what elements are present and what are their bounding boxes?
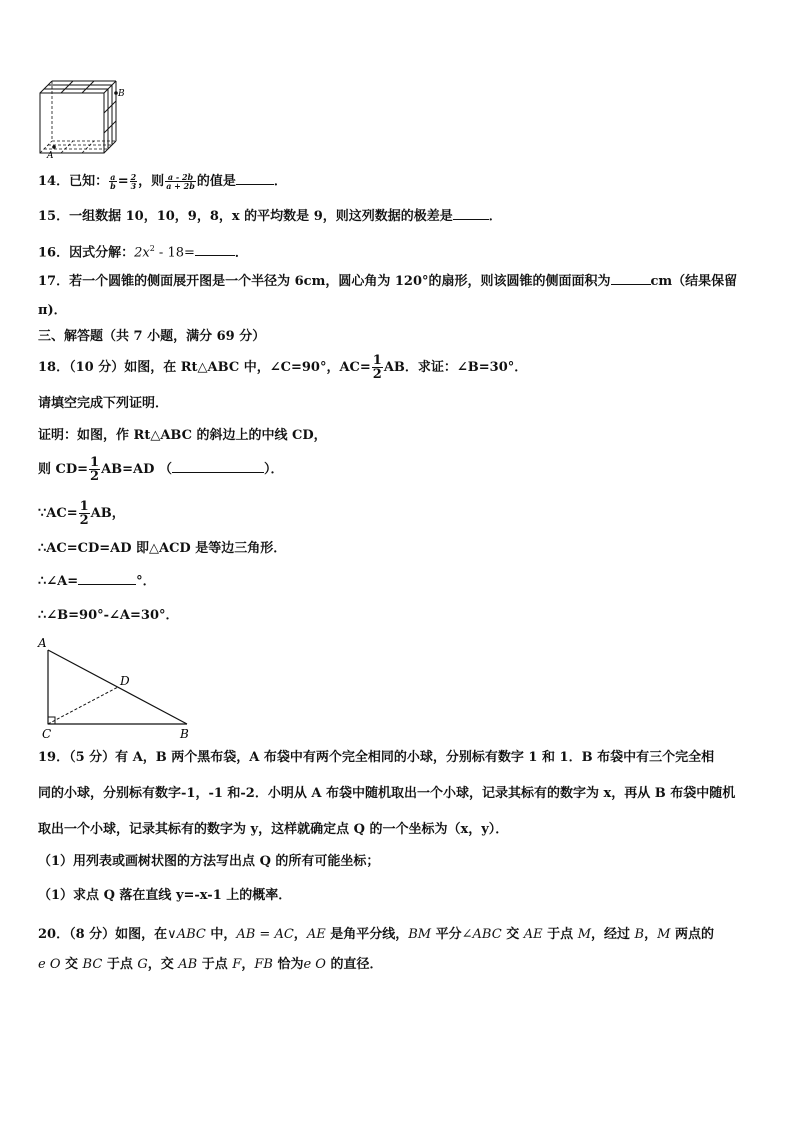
q17-unit: cm（结果保留 [650, 274, 738, 289]
cube-grid-line [104, 121, 116, 133]
q20-l2i: F [232, 957, 242, 972]
q18-line-4 [38, 456, 283, 483]
q20-l2n: 的直径． [325, 957, 383, 972]
q14-fraction-2-3 [130, 173, 138, 190]
question-15 [38, 207, 502, 226]
q20-l1n: M [577, 927, 591, 942]
q20-l2a: e O [38, 957, 61, 972]
q19-l3: 取出一个小球，记录其标有的数字为 y，这样就确定点 Q 的一个坐标为（x，y）． [38, 822, 509, 837]
q20-l1e: ， [293, 927, 307, 942]
q20-l2e: G [137, 957, 148, 972]
frac-denominator: 2 [79, 513, 89, 528]
q20-l2k: FB [254, 957, 273, 972]
q19-l4: （1）用列表或画树状图的方法写出点 Q 的所有可能坐标； [38, 854, 380, 869]
question-14 [38, 172, 287, 191]
q18-l6: ∴AC=CD=AD 即△ACD 是等边三角形． [38, 541, 287, 556]
q20-l1c: 中， [205, 927, 237, 942]
q20-l1s: 两点的 [670, 927, 714, 942]
q20-l1o: ，经过 [591, 927, 635, 942]
q20-l1d: AB = AC [236, 927, 294, 942]
q20-l2b: 交 [60, 957, 83, 972]
cube-edge [104, 141, 116, 153]
q18-l5a: ∵AC= [38, 506, 78, 521]
q14-suffix: 的值是 [196, 174, 236, 189]
q18-l7b: °． [136, 574, 156, 589]
triangle-label-b: B [180, 727, 189, 741]
frac-denominator: 3 [130, 181, 137, 191]
q14-answer-blank[interactable] [236, 172, 274, 185]
q18-l7a: ∴∠A= [38, 574, 79, 589]
q18-l3: 证明：如图，作 Rt△ABC 的斜边上的中线 CD， [38, 428, 327, 443]
q18-line-6 [38, 540, 286, 558]
q18-l2: 请填空完成下列证明． [38, 396, 169, 411]
q20-l1i: 平分 [431, 927, 462, 942]
q14-prefix: 14．已知： [38, 174, 109, 189]
q20-l2l: 恰为 [272, 957, 304, 972]
frac-denominator: a + 2b [166, 181, 195, 191]
q18-angle-blank[interactable] [78, 572, 136, 585]
q20-l1j: ∠ABC [461, 927, 502, 942]
section-3-title: 三、解答题（共 7 小题，满分 69 分） [38, 329, 266, 344]
q20-l2g: AB [178, 957, 198, 972]
frac-numerator: 1 [372, 353, 382, 368]
frac-denominator: 2 [90, 469, 100, 484]
q20-l1f: AE [306, 927, 326, 942]
q18-l5b: AB， [90, 506, 125, 521]
q14-fraction-a-b [109, 173, 117, 190]
q20-l1m: 于点 [542, 927, 578, 942]
triangle-label-a: A [38, 636, 47, 650]
q18-line-5 [38, 500, 125, 527]
frac-numerator: 2 [130, 172, 137, 182]
question-17-line-2 [38, 302, 67, 320]
cube-grid-line [104, 101, 116, 113]
frac-numerator: 1 [90, 455, 100, 470]
q17-answer-blank[interactable] [611, 272, 651, 285]
question-16 [38, 240, 248, 262]
triangle-side-ab [48, 650, 187, 724]
q19-l5: （1）求点 Q 落在直线 y=-x-1 上的概率． [38, 888, 292, 903]
q18-l4c: ）． [263, 462, 284, 477]
q15-answer-blank[interactable] [453, 207, 489, 220]
q16-answer-blank[interactable] [195, 243, 235, 256]
q19-l1: 19．（5 分）有 A，B 两个黑布袋，A 布袋中有两个完全相同的小球，分别标有数字 1 和 1．B 布袋中有三个完全相 [38, 750, 715, 765]
q20-l1k: 交 [501, 927, 524, 942]
section-3-heading [38, 328, 265, 346]
frac-denominator: b [110, 181, 116, 191]
q14-fraction-expression [165, 173, 196, 190]
cube-figure [34, 78, 134, 160]
q18-l5-fraction [79, 500, 90, 527]
q20-l2j: ， [241, 957, 255, 972]
triangle-symbol-icon: ∨ [167, 927, 177, 942]
q20-l2h: 于点 [197, 957, 233, 972]
q18-reason-blank[interactable] [172, 460, 264, 473]
triangle-figure [34, 634, 199, 744]
q19-line-2 [38, 785, 735, 803]
q18-fraction-half [372, 354, 383, 381]
q20-line-1 [38, 926, 714, 944]
cube-edge [40, 81, 52, 93]
q15-end: ． [488, 209, 502, 224]
cube-hidden-edge [82, 141, 94, 153]
q18-l4-fraction [89, 456, 100, 483]
q14-equals: = [117, 174, 129, 189]
q18-l8: ∴∠B=90°-∠A=30°． [38, 608, 179, 623]
q18-line-3 [38, 427, 327, 445]
q17-text: 17．若一个圆锥的侧面展开图是一个半径为 6cm，圆心角为 120°的扇形，则该圆锥的侧面面积为 [38, 274, 611, 289]
cube-grid-line [61, 81, 73, 93]
q20-line-2 [38, 956, 382, 974]
q20-l1b: ABC [176, 927, 206, 942]
q18-line-8 [38, 607, 179, 625]
q20-l2c: BC [82, 957, 103, 972]
q18-l4b: AB=AD （ [101, 462, 172, 477]
question-18 [38, 354, 527, 381]
q18-line-2 [38, 395, 168, 413]
q16-expression-a: 2x [134, 245, 150, 261]
frac-numerator: 1 [79, 499, 89, 514]
frac-denominator: 2 [372, 367, 382, 382]
q20-l2d: 于点 [102, 957, 138, 972]
q16-end: ． [234, 245, 248, 261]
cube-edge [104, 81, 116, 93]
q20-l1g: 是角平分线， [325, 927, 409, 942]
q17-line2: π)． [38, 303, 67, 318]
q16-prefix: 16．因式分解： [38, 245, 135, 261]
q18-head-a: 18．（10 分）如图，在 Rt△ABC 中，∠C=90°，AC= [38, 360, 371, 375]
q19-line-5 [38, 887, 291, 905]
q19-line-3 [38, 821, 508, 839]
q19-l2: 同的小球，分别标有数字-1，-1 和-2．小明从 A 布袋中随机取出一个小球，记录其标有的数字为 x，再从 B 布袋中随机 [38, 786, 736, 801]
q19-line-4 [38, 853, 379, 871]
cube-label-b: B [118, 89, 125, 99]
q15-text: 15．一组数据 10，10，9，8，x 的平均数是 9，则这列数据的极差是 [38, 209, 453, 224]
q14-end: ． [273, 174, 287, 189]
cube-hidden-edge [61, 141, 73, 153]
q20-l1l: AE [523, 927, 543, 942]
frac-numerator: a [110, 172, 116, 182]
triangle-label-d: D [120, 674, 130, 688]
q16-exponent: 2 [149, 244, 155, 253]
q19-line-1 [38, 749, 714, 767]
frac-numerator: a - 2b [165, 173, 196, 182]
q20-l1h: BM [408, 927, 432, 942]
q18-l4a: 则 CD= [38, 462, 89, 477]
point-a-dot [52, 145, 56, 149]
median-cd-dashed [48, 687, 118, 724]
q20-l2f: ，交 [147, 957, 179, 972]
q18-line-7 [38, 572, 156, 591]
q14-mid: ，则 [138, 174, 165, 189]
cube-label-a: A [47, 151, 54, 160]
q20-l2m: e O [303, 957, 326, 972]
q16-expression-b: - 18= [154, 245, 195, 261]
q20-l1r: M [657, 927, 671, 942]
question-17 [38, 272, 737, 291]
cube-grid-line [82, 81, 94, 93]
triangle-label-c: C [42, 727, 52, 741]
cube-front-face [40, 93, 104, 153]
q20-l1a: 20．（8 分）如图，在 [38, 927, 168, 942]
q18-head-b: AB．求证：∠B=30°． [383, 360, 528, 375]
q20-l1p: B [634, 927, 645, 942]
q20-l1q: ， [644, 927, 658, 942]
